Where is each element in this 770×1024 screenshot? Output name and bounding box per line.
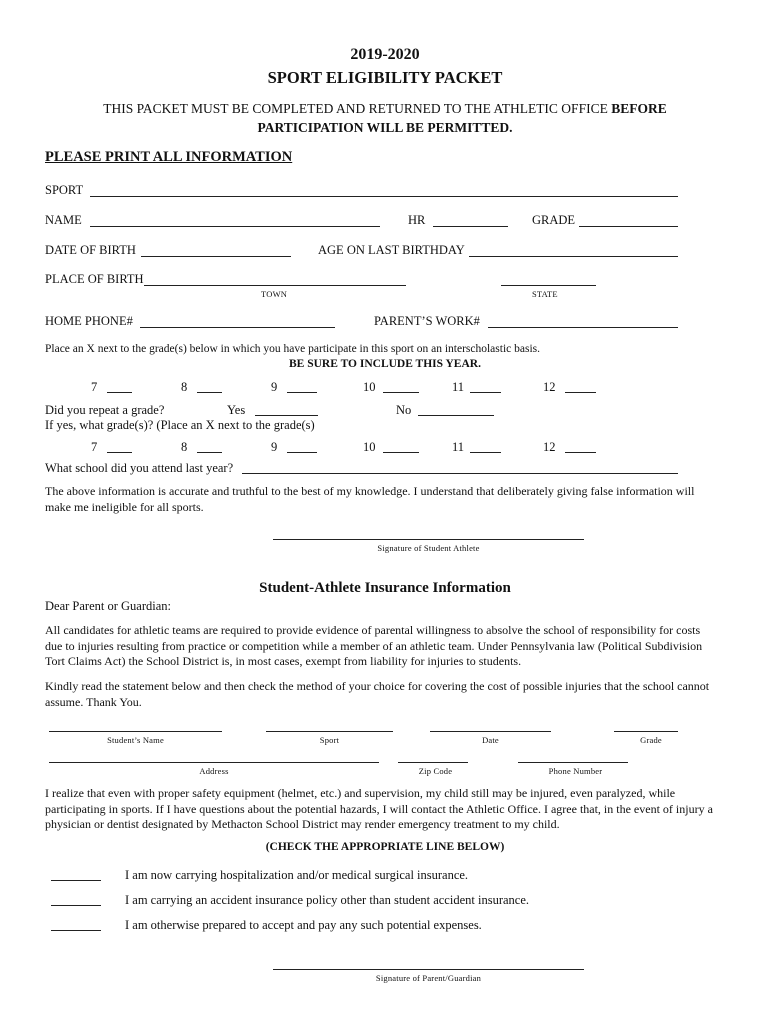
name-field[interactable] bbox=[90, 226, 380, 227]
last-school-label: What school did you attend last year? bbox=[45, 461, 234, 475]
option-2-text: I am carrying an accident insurance policy other than student accident insurance. bbox=[125, 893, 529, 907]
grade-7-label: 7 bbox=[91, 380, 98, 394]
student-name-line[interactable] bbox=[49, 731, 222, 732]
grade-7-blank[interactable] bbox=[107, 392, 132, 393]
repeat-grade-11-label: 11 bbox=[452, 440, 465, 454]
check-heading: (CHECK THE APPROPRIATE LINE BELOW) bbox=[265, 841, 505, 853]
grade-field[interactable] bbox=[579, 226, 678, 227]
packet-year: 2019-2020 bbox=[350, 46, 420, 63]
zip-code-caption: Zip Code bbox=[418, 766, 453, 776]
option-2-check-line[interactable] bbox=[51, 905, 101, 906]
grades-instruction: Place an X next to the grade(s) below in which you have participate in this sport on an interscholastic basis. bbox=[45, 343, 541, 355]
repeat-grade-8-blank[interactable] bbox=[197, 452, 222, 453]
packet-notice-line2: PARTICIPATION WILL BE PERMITTED. bbox=[257, 120, 513, 135]
date-caption: Date bbox=[482, 735, 499, 745]
dob-label: DATE OF BIRTH bbox=[45, 243, 136, 257]
hr-field[interactable] bbox=[433, 226, 508, 227]
option-3-check-line[interactable] bbox=[51, 930, 101, 931]
student-signature-caption: Signature of Student Athlete bbox=[377, 543, 480, 553]
insurance-paragraph-1: All candidates for athletic teams are required to provide evidence of parental willingness to absolve the school of responsibility for costs due to injuries resulting from practice or competition while a member of an athletic team. Under Pennsylvania law (Political Subdivision Tort Claims Act) the School District is, in most cases, exempt from liability for injuries to students. bbox=[45, 623, 703, 668]
town-caption: TOWN bbox=[261, 289, 288, 299]
grade-10-label: 10 bbox=[363, 380, 376, 394]
last-school-field[interactable] bbox=[242, 473, 678, 474]
zip-code-line[interactable] bbox=[398, 762, 468, 763]
repeat-grade-9-label: 9 bbox=[271, 440, 278, 454]
repeat-grade-9-blank[interactable] bbox=[287, 452, 317, 453]
grade-9-label: 9 bbox=[271, 380, 278, 394]
name-label: NAME bbox=[45, 213, 82, 227]
phone-number-line[interactable] bbox=[518, 762, 628, 763]
state-caption: STATE bbox=[532, 289, 558, 299]
address-line[interactable] bbox=[49, 762, 379, 763]
repeat-grade-12-label: 12 bbox=[543, 440, 556, 454]
student-name-caption: Student’s Name bbox=[107, 735, 164, 745]
repeat-no-blank[interactable] bbox=[418, 415, 494, 416]
repeat-yes-blank[interactable] bbox=[255, 415, 318, 416]
if-yes-instruction: If yes, what grade(s)? (Place an X next to the grade(s) bbox=[45, 418, 315, 432]
repeat-grade-10-label: 10 bbox=[363, 440, 376, 454]
phone-number-caption: Phone Number bbox=[548, 766, 603, 776]
notice-plain-text: THIS PACKET MUST BE COMPLETED AND RETURNED TO THE ATHLETIC OFFICE bbox=[103, 101, 612, 116]
grade-10-blank[interactable] bbox=[383, 392, 419, 393]
age-label: AGE ON LAST BIRTHDAY bbox=[318, 243, 465, 257]
parent-signature-caption: Signature of Parent/Guardian bbox=[375, 973, 482, 983]
repeat-grade-question: Did you repeat a grade? bbox=[45, 403, 165, 417]
insurance-title: Student-Athlete Insurance Information bbox=[259, 580, 511, 596]
packet-notice-line1 bbox=[0, 101, 770, 117]
sport-label: SPORT bbox=[45, 183, 84, 197]
grade-caption: Grade bbox=[640, 735, 662, 745]
student-signature-line[interactable] bbox=[273, 539, 584, 540]
attestation-text: The above information is accurate and truthful to the best of my knowledge. I understand that deliberately giving false information will make me ineligible for all sports. bbox=[45, 484, 695, 514]
repeat-grade-11-blank[interactable] bbox=[470, 452, 501, 453]
parents-work-label: PARENT’S WORK# bbox=[374, 314, 480, 328]
repeat-grade-10-blank[interactable] bbox=[383, 452, 419, 453]
town-field[interactable] bbox=[144, 285, 406, 286]
notice-bold-text: BEFORE bbox=[611, 101, 667, 116]
grade-label: GRADE bbox=[532, 213, 576, 227]
parents-work-field[interactable] bbox=[488, 327, 678, 328]
age-field[interactable] bbox=[469, 256, 678, 257]
grade-12-label: 12 bbox=[543, 380, 556, 394]
grade-8-label: 8 bbox=[181, 380, 188, 394]
repeat-no-label: No bbox=[396, 403, 412, 417]
sport-field[interactable] bbox=[90, 196, 678, 197]
state-field[interactable] bbox=[501, 285, 596, 286]
grade-11-blank[interactable] bbox=[470, 392, 501, 393]
repeat-grade-7-blank[interactable] bbox=[107, 452, 132, 453]
grade-line[interactable] bbox=[614, 731, 678, 732]
grade-11-label: 11 bbox=[452, 380, 465, 394]
option-1-check-line[interactable] bbox=[51, 880, 101, 881]
place-of-birth-label: PLACE OF BIRTH bbox=[45, 272, 144, 286]
address-caption: Address bbox=[199, 766, 229, 776]
packet-title: SPORT ELIGIBILITY PACKET bbox=[267, 68, 503, 87]
hr-label: HR bbox=[408, 213, 426, 227]
grade-12-blank[interactable] bbox=[565, 392, 596, 393]
home-phone-label: HOME PHONE# bbox=[45, 314, 133, 328]
home-phone-field[interactable] bbox=[140, 327, 335, 328]
option-1-text: I am now carrying hospitalization and/or medical surgical insurance. bbox=[125, 868, 469, 882]
dob-field[interactable] bbox=[141, 256, 291, 257]
repeat-yes-label: Yes bbox=[227, 403, 246, 417]
grade-8-blank[interactable] bbox=[197, 392, 222, 393]
repeat-grade-12-blank[interactable] bbox=[565, 452, 596, 453]
repeat-grade-8-label: 8 bbox=[181, 440, 188, 454]
parent-signature-line[interactable] bbox=[273, 969, 584, 970]
print-all-heading: PLEASE PRINT ALL INFORMATION bbox=[45, 149, 293, 165]
insurance-paragraph-2: Kindly read the statement below and then check the method of your choice for covering the cost of possible injuries that the school cannot assume. Thank You. bbox=[45, 679, 710, 709]
salutation: Dear Parent or Guardian: bbox=[45, 599, 171, 613]
sport-caption: Sport bbox=[319, 735, 340, 745]
option-3-text: I am otherwise prepared to accept and pay any such potential expenses. bbox=[125, 918, 482, 932]
date-line[interactable] bbox=[430, 731, 551, 732]
grade-9-blank[interactable] bbox=[287, 392, 317, 393]
insurance-paragraph-3: I realize that even with proper safety equipment (helmet, etc.) and supervision, my child still may be injured, even paralyzed, while participating in sports. If I have questions about the potential hazards, I will contact the Athletic Office. I agree that, in the event of injury a physician or dentist designated by Methacton School District may render emergency treatment to my child. bbox=[45, 786, 713, 831]
grades-emphasis: BE SURE TO INCLUDE THIS YEAR. bbox=[289, 358, 481, 370]
repeat-grade-7-label: 7 bbox=[91, 440, 98, 454]
sport-line[interactable] bbox=[266, 731, 393, 732]
